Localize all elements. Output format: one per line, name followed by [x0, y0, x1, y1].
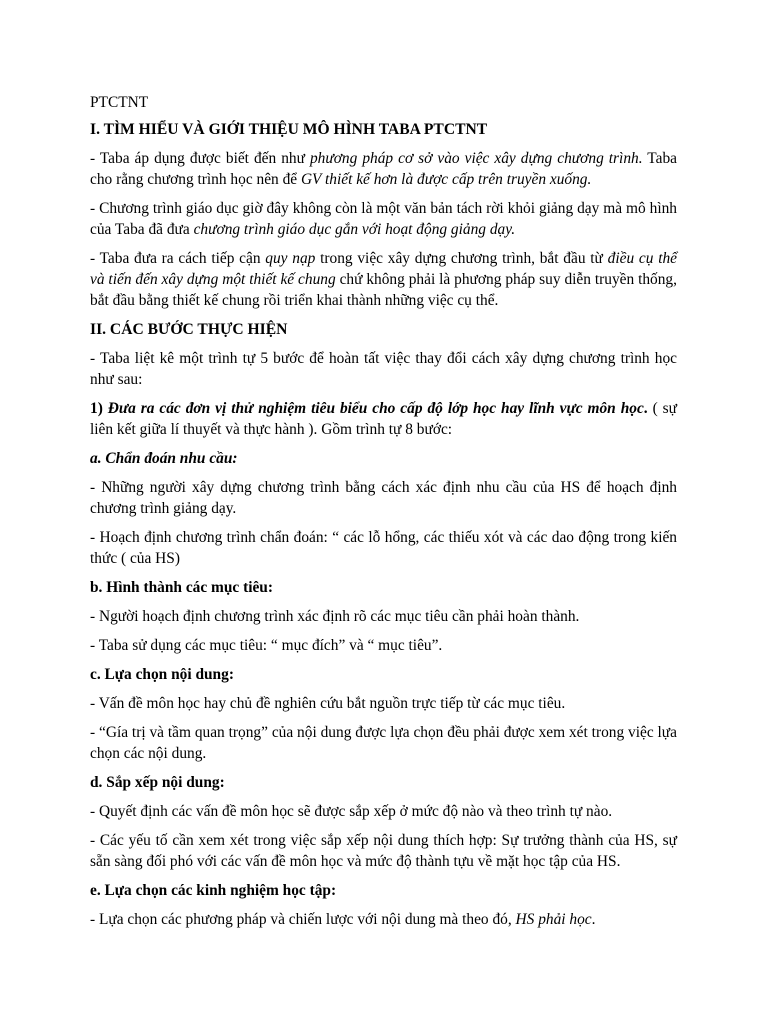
paragraph-c2: - “Gía trị và tầm quan trọng” của nội dung được lựa chọn đều phải được xem xét trong việc lựa chọn các nội dung. [90, 724, 677, 762]
subheading-c: c. Lựa chọn nội dung: [90, 666, 234, 683]
subheading-d: d. Sắp xếp nội dung: [90, 774, 225, 791]
paragraph-e1: - Lựa chọn các phương pháp và chiến lược với nội dung mà theo đó, HS phải học. [90, 911, 596, 928]
paragraph-b1: - Người hoạch định chương trình xác định rõ các mục tiêu cần phải hoàn thành. [90, 608, 580, 625]
paragraph-inductive: - Taba đưa ra cách tiếp cận quy nạp trong việc xây dựng chương trình, bắt đầu từ điều cụ thể và tiến đến xây dựng một thiết kế chung chứ không phải là phương pháp suy diễn truyền thống, bắt đầu bằng thiết kế chung rồi triển khai thành những việc cụ thể. [90, 250, 677, 309]
subheading-a: a. Chẩn đoán nhu cầu: [90, 450, 238, 467]
paragraph-b2: - Taba sử dụng các mục tiêu: “ mục đích” và “ mục tiêu”. [90, 637, 443, 654]
subheading-e: e. Lựa chọn các kinh nghiệm học tập: [90, 882, 337, 899]
step-1: 1) Đưa ra các đơn vị thử nghiệm tiêu biểu cho cấp độ lớp học hay lĩnh vực môn học. ( sự liên kết giữa lí thuyết và thực hành ). Gồm trình tự 8 bước: [90, 400, 677, 438]
paragraph-five-steps: - Taba liệt kê một trình tự 5 bước để hoàn tất việc thay đổi cách xây dựng chương trình học như sau: [90, 350, 677, 388]
top-label: PTCTNT [90, 94, 149, 111]
paragraph-a2: - Hoạch định chương trình chẩn đoán: “ các lỗ hổng, các thiếu xót và các dao động trong kiến thức ( của HS) [90, 529, 677, 567]
paragraph-taba-approach: - Taba áp dụng được biết đến như phương pháp cơ sở vào việc xây dựng chương trình. Taba cho rằng chương trình học nên để GV thiết kế hơn là được cấp trên truyền xuống. [90, 150, 677, 188]
paragraph-d1: - Quyết định các vấn đề môn học sẽ được sắp xếp ở mức độ nào và theo trình tự nào. [90, 803, 613, 820]
section-heading-2: II. CÁC BƯỚC THỰC HIỆN [90, 321, 288, 338]
document-page [90, 92, 677, 938]
paragraph-d2: - Các yếu tố cần xem xét trong việc sắp xếp nội dung thích hợp: Sự trưởng thành của HS, sự sẵn sàng đối phó với các vấn đề môn học và mức độ thành tựu về mặt học tập của HS. [90, 832, 677, 870]
section-heading-1: I. TÌM HIỂU VÀ GIỚI THIỆU MÔ HÌNH TABA PTCTNT [90, 121, 488, 138]
paragraph-a1: - Những người xây dựng chương trình bằng cách xác định nhu cầu của HS để hoạch định chương trình giảng dạy. [90, 479, 677, 517]
paragraph-c1: - Vấn đề môn học hay chủ đề nghiên cứu bắt nguồn trực tiếp từ các mục tiêu. [90, 695, 566, 712]
subheading-b: b. Hình thành các mục tiêu: [90, 579, 273, 596]
paragraph-curriculum: - Chương trình giáo dục giờ đây không còn là một văn bản tách rời khỏi giảng dạy mà mô hình của Taba đã đưa chương trình giáo dục gắn với hoạt động giảng dạy. [90, 200, 677, 238]
